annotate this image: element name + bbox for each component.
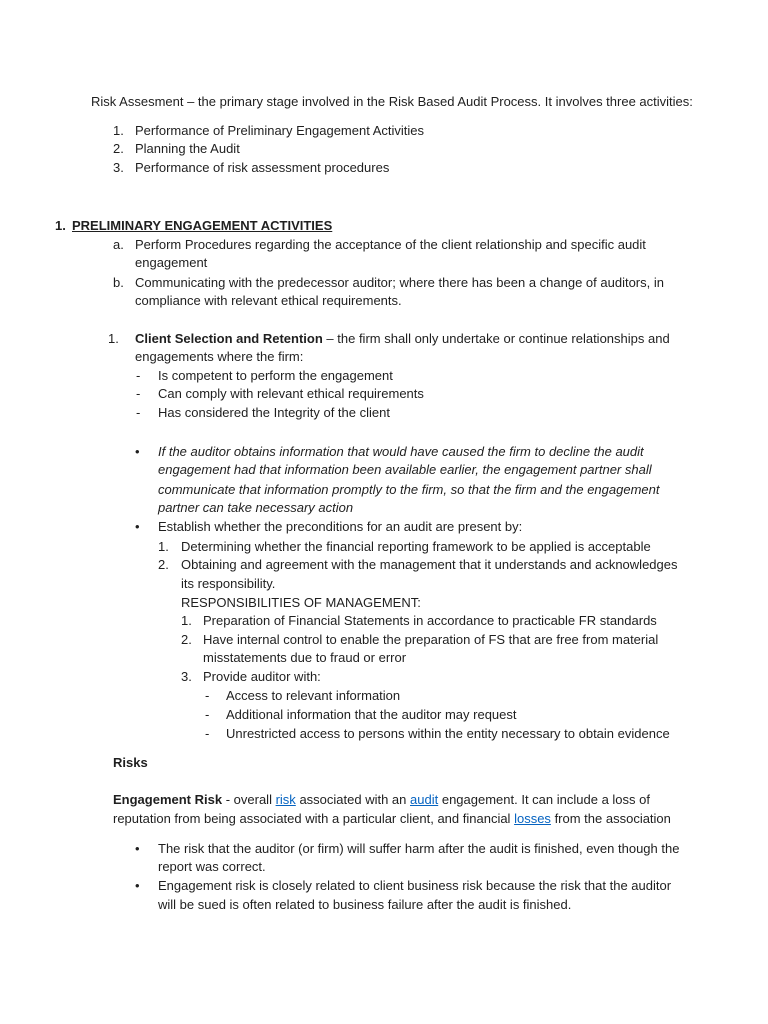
list-item-text: Performance of Preliminary Engagement Activities	[135, 123, 425, 138]
list-item-text: compliance with relevant ethical requirements.	[135, 293, 402, 308]
definition-text: from the association	[554, 811, 671, 826]
risk-link[interactable]: risk	[275, 792, 296, 807]
bullet-marker: •	[135, 444, 140, 459]
list-marker: 2.	[113, 141, 124, 156]
dash-marker: -	[136, 386, 141, 401]
bullet-marker: •	[135, 841, 140, 856]
definition-text: associated with an	[299, 792, 407, 807]
dash-marker: -	[136, 368, 141, 383]
note-text: communicate that information promptly to the firm, so that the firm and the engagement	[158, 482, 660, 497]
losses-link[interactable]: losses	[514, 811, 551, 826]
list-item-text: Unrestricted access to persons within the entity necessary to obtain evidence	[226, 726, 670, 741]
bullet-marker: •	[135, 519, 140, 534]
client-selection-title: Client Selection and Retention	[135, 331, 323, 346]
list-marker: 1.	[108, 331, 119, 346]
definition-text: engagement. It can include a loss of	[441, 792, 650, 807]
list-item-text: Has considered the Integrity of the client	[158, 405, 390, 420]
list-marker: a.	[113, 237, 124, 252]
list-item-text: Determining whether the financial reporting framework to be applied is acceptable	[181, 539, 651, 554]
list-marker: 1.	[113, 123, 124, 138]
list-item-text: Have internal control to enable the preparation of FS that are free from material	[203, 632, 659, 647]
section-title: PRELIMINARY ENGAGEMENT ACTIVITIES	[72, 218, 333, 233]
list-item-text: Access to relevant information	[226, 688, 401, 703]
list-item-text: Provide auditor with:	[203, 669, 321, 684]
list-item-text: The risk that the auditor (or firm) will suffer harm after the audit is finished, even though the	[158, 841, 680, 856]
list-item-text: Engagement risk is closely related to client business risk because the risk that the auditor	[158, 878, 672, 893]
list-item-text: Can comply with relevant ethical requirements	[158, 386, 424, 401]
definition-text: - overall	[225, 792, 272, 807]
risks-heading: Risks	[113, 755, 148, 770]
dash-marker: -	[136, 405, 141, 420]
engagement-risk-term: Engagement Risk	[113, 792, 223, 807]
list-item-text: Preparation of Financial Statements in accordance to practicable FR standards	[203, 613, 657, 628]
list-item-text: Obtaining and agreement with the management that it understands and acknowledges	[181, 557, 678, 572]
list-marker: 1.	[158, 539, 169, 554]
note-text: engagement had that information been available earlier, the engagement partner shall	[158, 462, 652, 477]
bullet-marker: •	[135, 878, 140, 893]
list-marker: 1.	[181, 613, 192, 628]
list-item-text: Is competent to perform the engagement	[158, 368, 393, 383]
list-item-text: Planning the Audit	[135, 141, 240, 156]
engagement-risk-definition	[113, 791, 650, 809]
note-text: If the auditor obtains information that would have caused the firm to decline the audit	[158, 444, 644, 459]
list-marker: 3.	[113, 160, 124, 175]
list-item-text: Communicating with the predecessor auditor; where there has been a change of auditors, in	[135, 275, 664, 290]
list-item-text: its responsibility.	[181, 576, 276, 591]
dash-marker: -	[205, 707, 210, 722]
management-heading: RESPONSIBILITIES OF MANAGEMENT:	[181, 595, 421, 610]
list-marker: 2.	[158, 557, 169, 572]
client-selection-text: engagements where the firm:	[135, 349, 304, 364]
list-marker: b.	[113, 275, 124, 290]
list-item-text: misstatements due to fraud or error	[203, 650, 407, 665]
definition-text: reputation from being associated with a particular client, and financial	[113, 811, 511, 826]
client-selection-line	[135, 330, 670, 348]
section-marker: 1.	[55, 218, 66, 233]
list-item-text: will be sued is often related to business failure after the audit is finished.	[158, 897, 572, 912]
list-marker: 3.	[181, 669, 192, 684]
client-selection-text: – the firm shall only undertake or continue relationships and	[326, 331, 670, 346]
list-marker: 2.	[181, 632, 192, 647]
list-item-text: Additional information that the auditor may request	[226, 707, 517, 722]
list-item-text: Performance of risk assessment procedures	[135, 160, 390, 175]
list-item-text: report was correct.	[158, 859, 266, 874]
engagement-risk-definition-cont	[113, 810, 671, 828]
audit-link[interactable]: audit	[410, 792, 439, 807]
list-item-text: engagement	[135, 255, 208, 270]
dash-marker: -	[205, 726, 210, 741]
note-text: Establish whether the preconditions for an audit are present by:	[158, 519, 523, 534]
list-item-text: Perform Procedures regarding the acceptance of the client relationship and specific audit	[135, 237, 646, 252]
intro-paragraph: Risk Assesment – the primary stage involved in the Risk Based Audit Process. It involves three activities:	[91, 94, 693, 109]
dash-marker: -	[205, 688, 210, 703]
note-text: partner can take necessary action	[158, 500, 354, 515]
